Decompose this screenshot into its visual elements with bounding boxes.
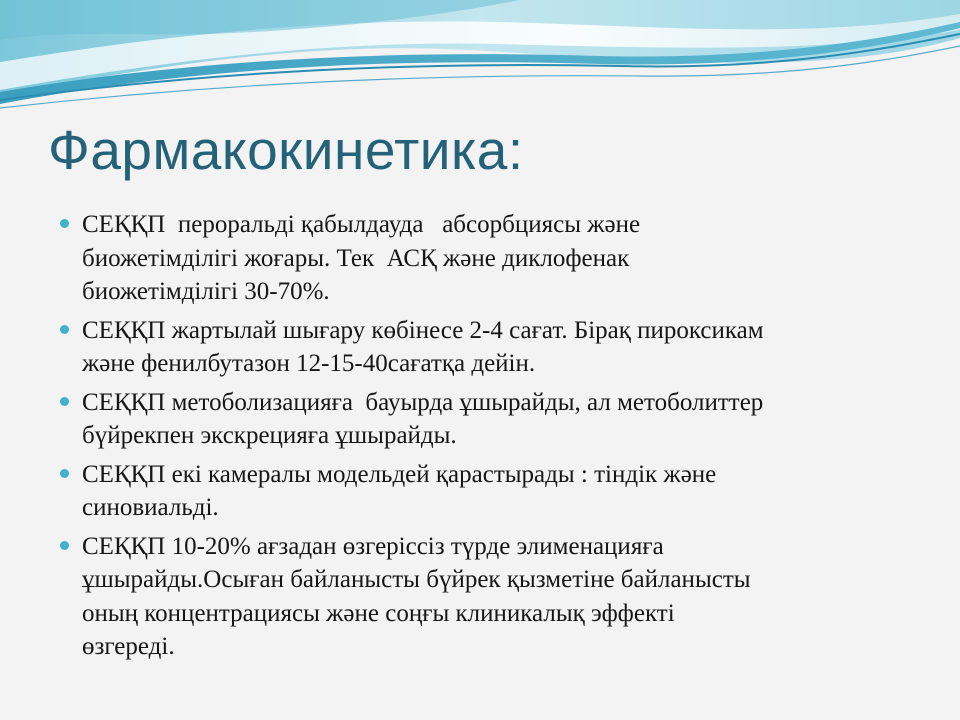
bullet-item xyxy=(60,386,900,453)
bullet-item xyxy=(60,530,900,664)
bullet-text: СЕҚҚП екі камералы модельдей қарастырады : тіндік және синовиальді. xyxy=(82,460,717,521)
bullet-dot-icon xyxy=(60,219,69,228)
bullet-dot-icon xyxy=(60,541,69,550)
bullet-dot-icon xyxy=(60,469,69,478)
bullet-text: СЕҚҚП жартылай шығару көбінесе 2-4 сағат. Бірақ пироксикам және фенилбутазон 12-15-40сағатқа дейін. xyxy=(82,316,764,377)
slide-title: Фармакокинетика: xyxy=(48,119,524,181)
bullet-item xyxy=(60,458,900,525)
bullet-text: СЕҚҚП пероральді қабылдауда абсорбциясы және биожетімділігі жоғары. Тек АСҚ және диклофенак биожетімділігі 30-70%. xyxy=(82,211,641,305)
bullet-dot-icon xyxy=(60,397,69,406)
bullet-text: СЕҚҚП метоболизацияға бауырда ұшырайды, ал метоболиттер бүйрекпен экскрецияға ұшырайды. xyxy=(82,388,764,449)
bullet-dot-icon xyxy=(60,325,69,334)
bullet-item xyxy=(60,314,900,381)
bullet-text: СЕҚҚП 10-20% ағзадан өзгеріссіз түрде элименацияға ұшырайды.Осыған байланысты бүйрек қызметіне байланысты оның концентрациясы және соңғы клиникалық эффекті өзгереді. xyxy=(82,532,751,660)
bullet-list xyxy=(60,208,900,669)
bullet-item xyxy=(60,208,900,309)
